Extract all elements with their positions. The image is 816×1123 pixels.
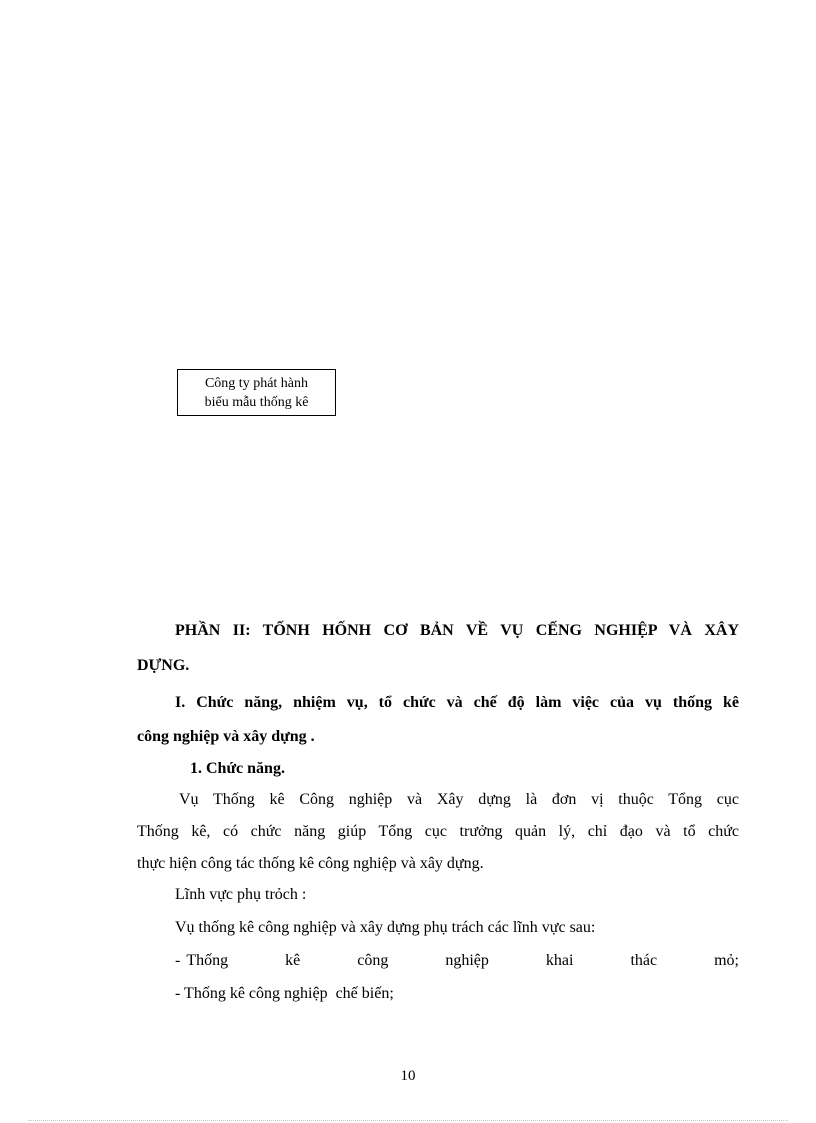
section-heading-line-1: PHẦN II: TỐNH HỐNH CƠ BẢN VỀ VỤ CẾNG NGHIỆP VÀ XÂY: [175, 622, 739, 639]
org-chart-box: [177, 369, 336, 416]
paragraph-line-3: thực hiện công tác thống kê công nghiệp và xây dựng.: [137, 855, 484, 872]
page-number: 10: [400, 1068, 416, 1084]
field-label: Lĩnh vực phụ trỏch :: [175, 886, 307, 903]
item-title: 1. Chức năng.: [190, 760, 285, 777]
page-bottom-divider: [28, 1120, 788, 1121]
subheading-line-2: công nghiệp và xây dựng .: [137, 728, 315, 745]
list-item: - Thống kê công nghiệp chế biến;: [175, 985, 394, 1002]
subheading-line-1: I. Chức năng, nhiệm vụ, tổ chức và chế độ làm việc của vụ thống kê: [175, 694, 739, 711]
org-box-line-1: Công ty phát hành: [204, 376, 309, 391]
section-heading-line-2: DỰNG.: [137, 657, 190, 674]
org-box-line-2: biểu mẫu thống kê: [204, 395, 309, 410]
paragraph-line-2: Thống kê, có chức năng giúp Tổng cục trưởng quản lý, chỉ đạo và tổ chức: [137, 823, 739, 840]
paragraph-line-1: Vụ Thống kê Công nghiệp và Xây dựng là đơn vị thuộc Tổng cục: [179, 791, 739, 808]
list-item: - Thống kê công nghiệp khai thác mỏ;: [175, 952, 739, 969]
field-intro: Vụ thống kê công nghiệp và xây dựng phụ trách các lĩnh vực sau:: [175, 919, 596, 936]
